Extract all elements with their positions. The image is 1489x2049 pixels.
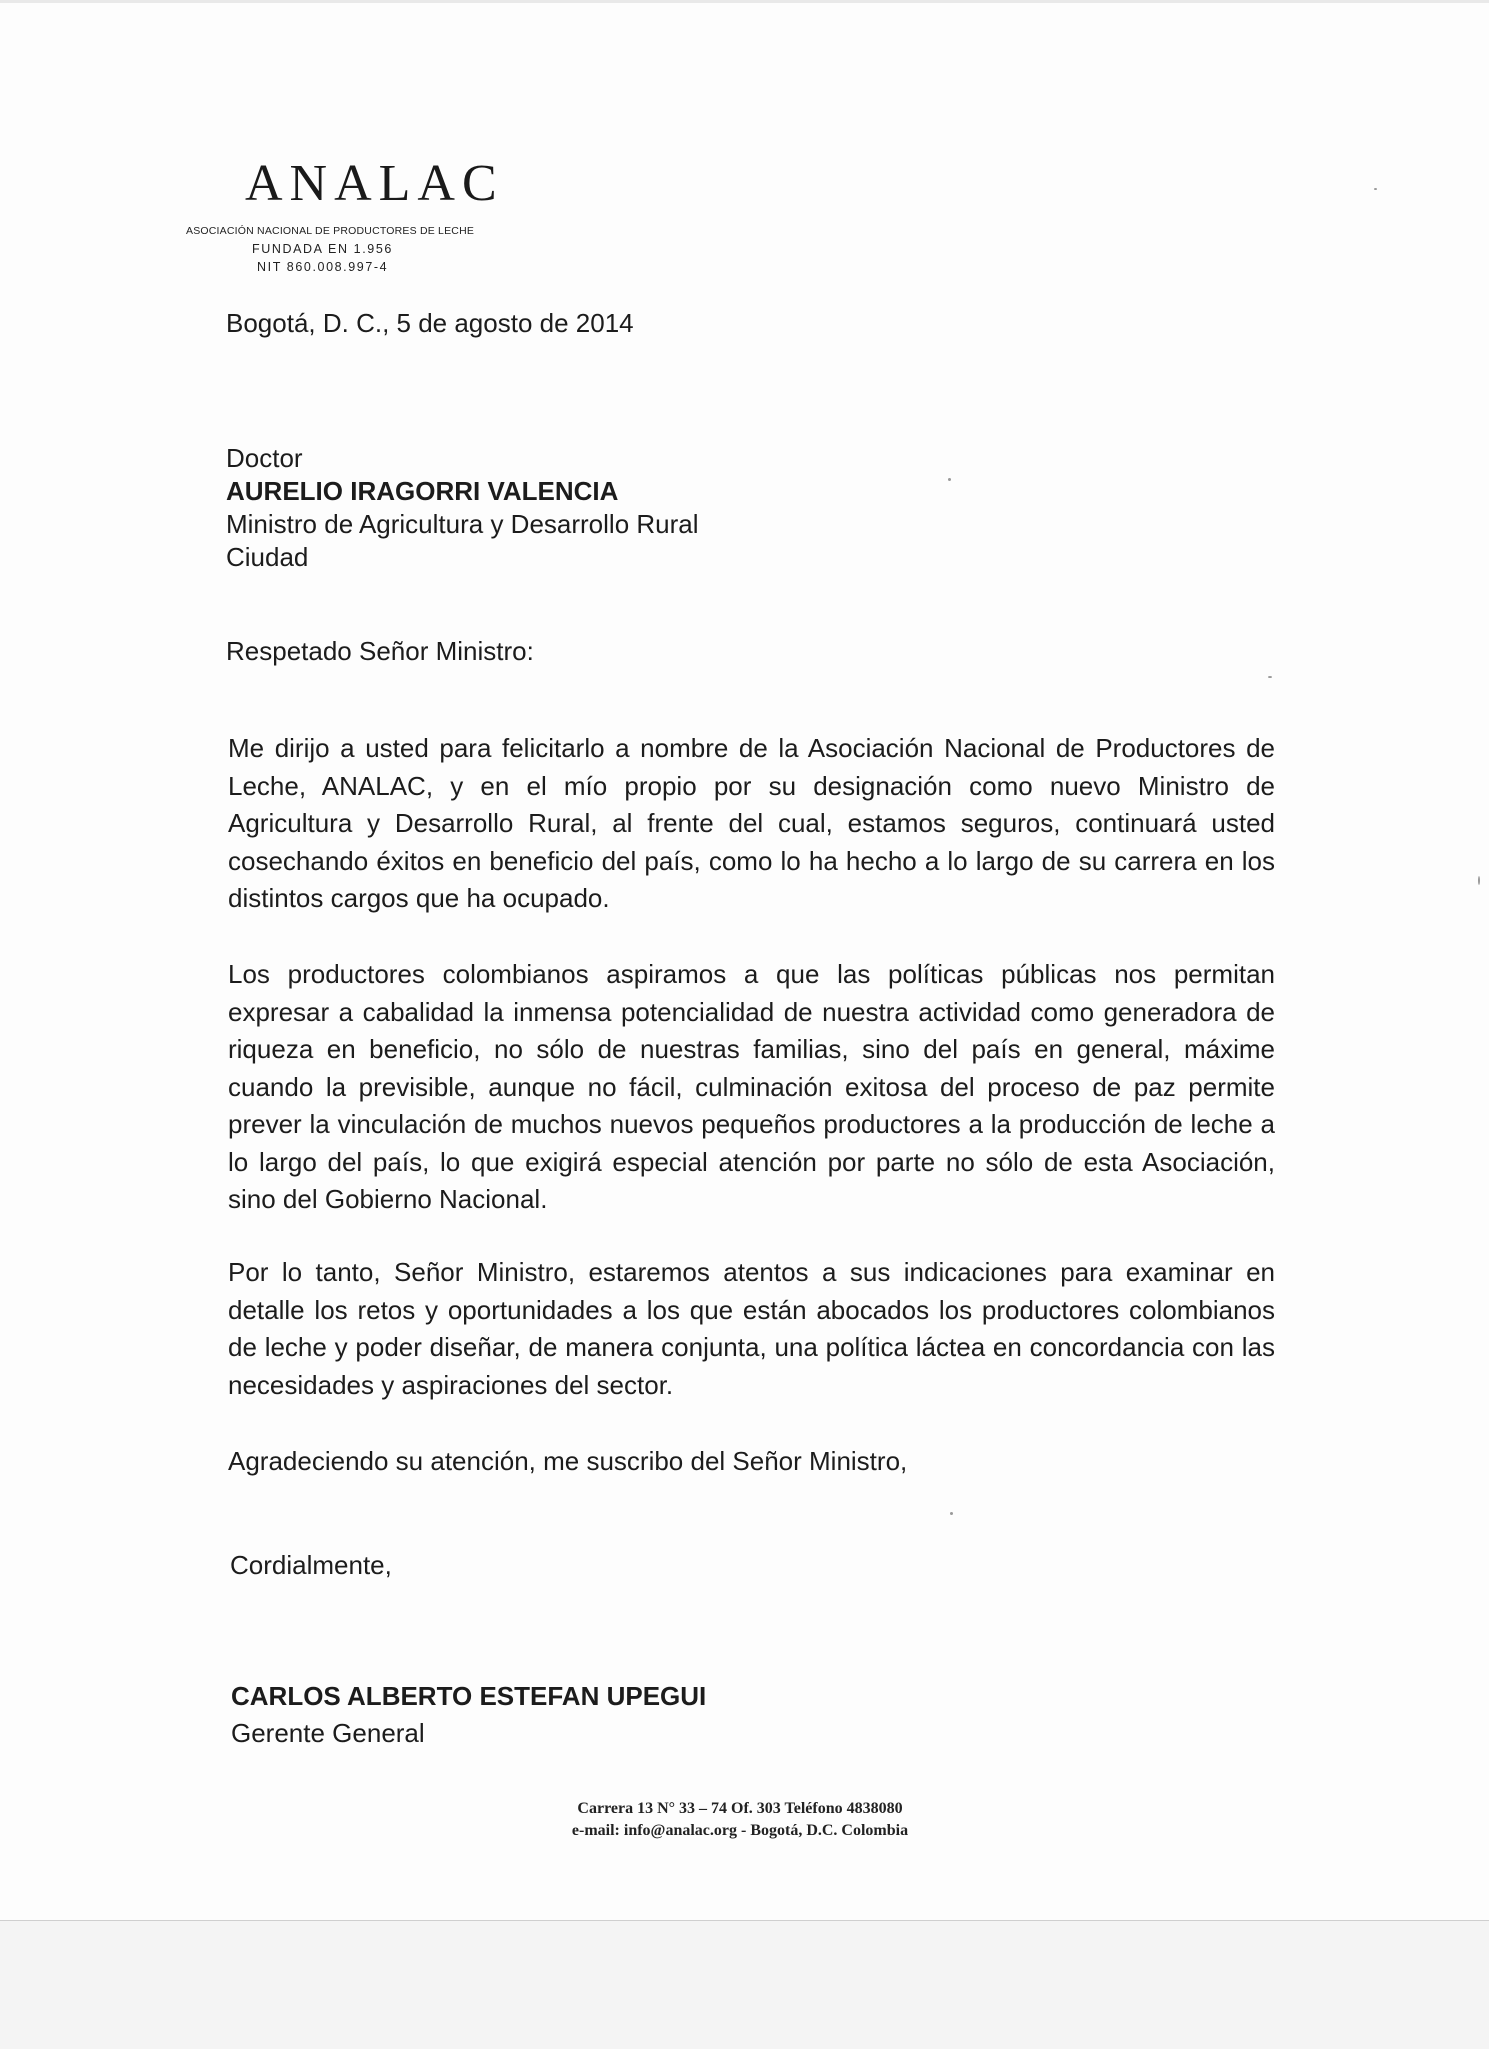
scan-speck [1268, 676, 1272, 678]
letterhead-subtitle: ASOCIACIÓN NACIONAL DE PRODUCTORES DE LECHE [186, 225, 475, 237]
body-paragraph-3: Por lo tanto, Señor Ministro, estaremos atentos a sus indicaciones para examinar en detalle los retos y oportunidades a los que están abocados los productores colombianos de leche y poder diseñar, de manera conjunta, una política láctea en concordancia con las necesidades y aspiraciones del sector. [228, 1257, 1275, 1400]
scan-bottom-margin [0, 1920, 1489, 2049]
scan-top-edge [0, 0, 1489, 3]
salutation: Respetado Señor Ministro: [226, 636, 534, 666]
letter-footer [480, 1798, 1000, 1842]
farewell: Cordialmente, [230, 1550, 392, 1580]
recipient-block [226, 442, 699, 574]
recipient-position: Ministro de Agricultura y Desarrollo Rural [226, 509, 699, 539]
footer-address: Carrera 13 N° 33 – 74 Of. 303 Teléfono 4838080 [577, 1800, 903, 1817]
recipient-name: AURELIO IRAGORRI VALENCIA [226, 476, 619, 506]
scan-speck [1374, 188, 1377, 190]
recipient-city: Ciudad [226, 542, 309, 572]
letterhead-logo-name: ANALAC [245, 155, 504, 212]
signer-title: Gerente General [231, 1718, 425, 1748]
body-paragraph-2: Los productores colombianos aspiramos a que las políticas públicas nos permitan expresar a cabalidad la inmensa potencialidad de nuestra actividad como generadora de riqueza en beneficio, no sólo de nuestras familias, sino del país en general, máxime cuando la previsible, aunque no fácil, culminación exitosa del proceso de paz permite prever la vinculación de muchos nuevos pequeños productores a la producción de leche a lo largo del país, lo que exigirá especial atención por parte no sólo de esta Asociación, sino del Gobierno Nacional. [228, 959, 1275, 1214]
scan-speck [950, 1512, 953, 1515]
closing-sentence: Agradeciendo su atención, me suscribo del Señor Ministro, [228, 1446, 908, 1476]
recipient-title: Doctor [226, 443, 303, 473]
scan-speck [948, 478, 951, 481]
letterhead-nit: NIT 860.008.997-4 [257, 260, 389, 274]
letter-date: Bogotá, D. C., 5 de agosto de 2014 [226, 308, 634, 338]
letterhead-founded: FUNDADA EN 1.956 [252, 242, 393, 256]
body-paragraph-1: Me dirijo a usted para felicitarlo a nombre de la Asociación Nacional de Productores de Leche, ANALAC, y en el mío propio por su designación como nuevo Ministro de Agricultura y Desarrollo Rural, al frente del cual, estamos seguros, continuará usted cosechando éxitos en beneficio del país, como lo ha hecho a lo largo de su carrera en los distintos cargos que ha ocupado. [228, 733, 1275, 913]
scan-speck [1478, 876, 1480, 885]
footer-contact: e-mail: info@analac.org - Bogotá, D.C. Colombia [571, 1822, 909, 1839]
signer-name: CARLOS ALBERTO ESTEFAN UPEGUI [231, 1681, 707, 1711]
